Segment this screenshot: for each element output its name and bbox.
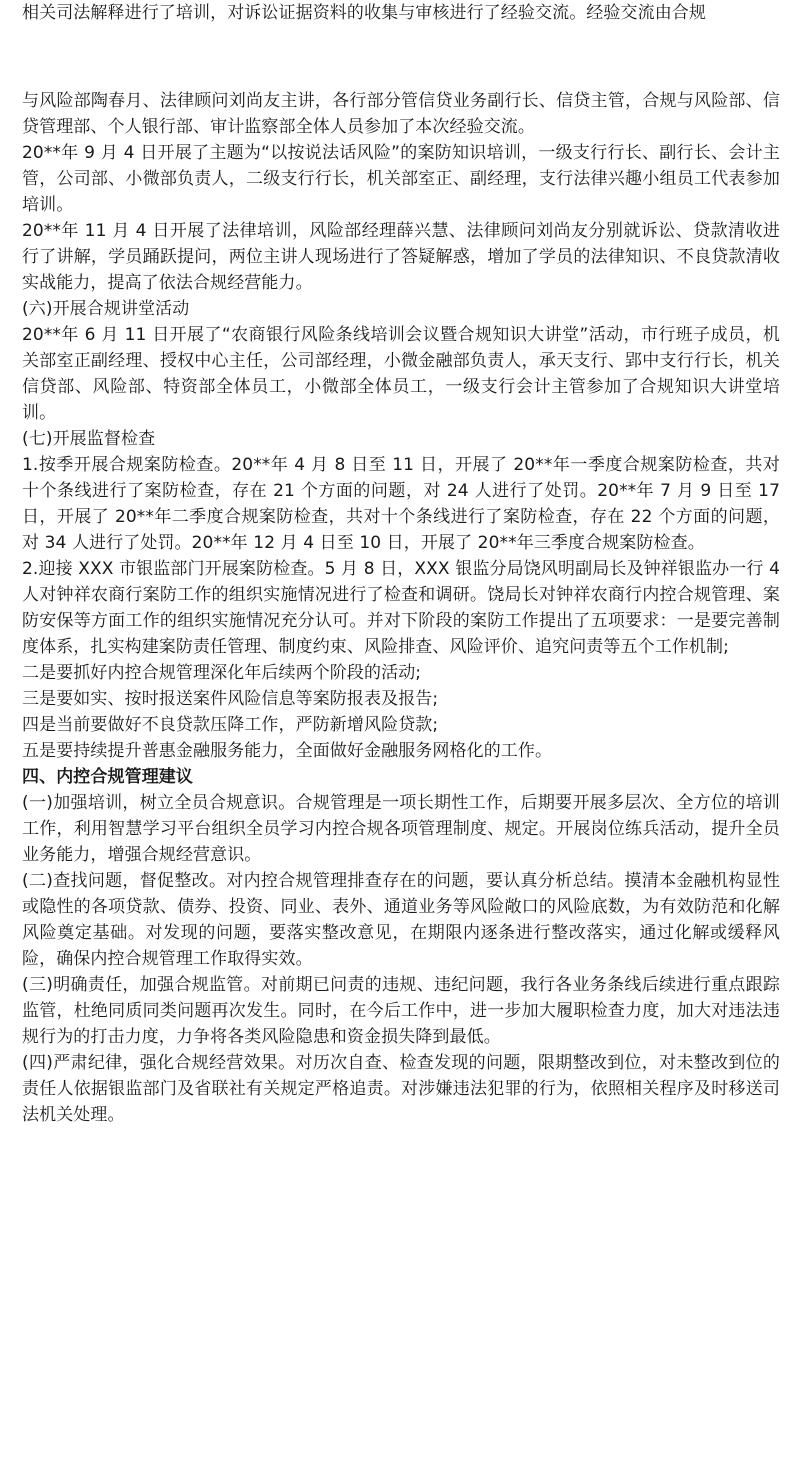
paragraph: 1.按季开展合规案防检查。20**年 4 月 8 日至 11 日，开展了 20**年一季度合规案防检查，共对十个条线进行了案防检查，存在 21 个方面的问题，对 24 人进行了处罚。20**年 7 月 9 日至 17 日，开展了 20**年二季度合规案防检查，共对十个条线进行了案防检查，存在 22 个方面的问题，对 34 人进行了处罚。20**年 12 月 4 日至 10 日，开展了 20**年三季度合规案防检查。 [22, 455, 780, 553]
paragraph: (四)严肃纪律，强化合规经营效果。对历次自查、检查发现的问题，限期整改到位，对未整改到位的责任人依据银监部门及省联社有关规定严格追责。对涉嫌违法犯罪的行为，依照相关程序及时移送司法机关处理。 [22, 1053, 780, 1125]
paragraph: 与风险部陶春月、法律顾问刘尚友主讲，各行部分管信贷业务副行长、信贷主管，合规与风险部、信贷管理部、个人银行部、审计监察部全体人员参加了本次经验交流。 [22, 91, 780, 137]
paragraph: (一)加强培训，树立全员合规意识。合规管理是一项长期性工作，后期要开展多层次、全方位的培训工作，利用智慧学习平台组织全员学习内控合规各项管理制度、规定。开展岗位练兵活动，提升全员业务能力，增强合规经营意识。 [22, 793, 780, 865]
section-heading: (七)开展监督检查 [22, 429, 156, 449]
paragraph: 20**年 11 月 4 日开展了法律培训，风险部经理薛兴慧、法律顾问刘尚友分别就诉讼、贷款清收进行了讲解，学员踊跃提问，两位主讲人现场进行了答疑解惑，增加了学员的法律知识、不良贷款清收实战能力，提高了依法合规经营能力。 [22, 221, 780, 293]
paragraph: 二是要抓好内控合规管理深化年后续两个阶段的活动; [22, 663, 422, 683]
paragraph: 20**年 9 月 4 日开展了主题为“以按说法话风险”的案防知识培训，一级支行行长、副行长、会计主管，公司部、小微部负责人，二级支行行长，机关部室正、副经理，支行法律兴趣小组员工代表参加培训。 [22, 143, 780, 215]
paragraph: 相关司法解释进行了培训，对诉讼证据资料的收集与审核进行了经验交流。经验交流由合规 [22, 3, 706, 23]
paragraph: (三)明确责任，加强合规监管。对前期已问责的违规、违纪问题，我行各业务条线后续进行重点跟踪监管，杜绝同质同类问题再次发生。同时，在今后工作中，进一步加大履职检查力度，加大对违法违规行为的打击力度，力争将各类风险隐患和资金损失降到最低。 [22, 975, 780, 1047]
paragraph: 三是要如实、按时报送案件风险信息等案防报表及报告; [22, 689, 439, 709]
chapter-heading: 四、内控合规管理建议 [22, 767, 193, 787]
paragraph: 四是当前要做好不良贷款压降工作，严防新增风险贷款; [22, 715, 439, 735]
top-fragment [22, 0, 780, 50]
section-heading: (六)开展合规讲堂活动 [22, 299, 190, 319]
paragraph: 2.迎接 XXX 市银监部门开展案防检查。5 月 8 日，XXX 银监分局饶风明副局长及钟祥银监办一行 4 人对钟祥农商行案防工作的组织实施情况进行了检查和调研。饶局长对钟祥农商行内控合规管理、案防安保等方面工作的组织实施情况充分认可。并对下阶段的案防工作提出了五项要求：一是要完善制度体系，扎实构建案防责任管理、制度约束、风险排查、风险评价、追究问责等五个工作机制; [22, 559, 780, 657]
paragraph: 20**年 6 月 11 日开展了“农商银行风险条线培训会议暨合规知识大讲堂”活动，市行班子成员，机关部室正副经理、授权中心主任，公司部经理，小微金融部负责人，承天支行、郢中支行行长，机关信贷部、风险部、特资部全体员工，小微部全体员工，一级支行会计主管参加了合规知识大讲堂培训。 [22, 325, 780, 423]
paragraph: 五是要持续提升普惠金融服务能力，全面做好金融服务网格化的工作。 [22, 741, 553, 761]
paragraph: (二)查找问题，督促整改。对内控合规管理排查存在的问题，要认真分析总结。摸清本金融机构显性或隐性的各项贷款、债券、投资、同业、表外、通道业务等风险敞口的风险底数，为有效防范和化解风险奠定基础。对发现的问题，要落实整改意见，在期限内逐条进行整改落实，通过化解或缓释风险，确保内控合规管理工作取得实效。 [22, 871, 780, 969]
document-body [22, 88, 780, 1128]
